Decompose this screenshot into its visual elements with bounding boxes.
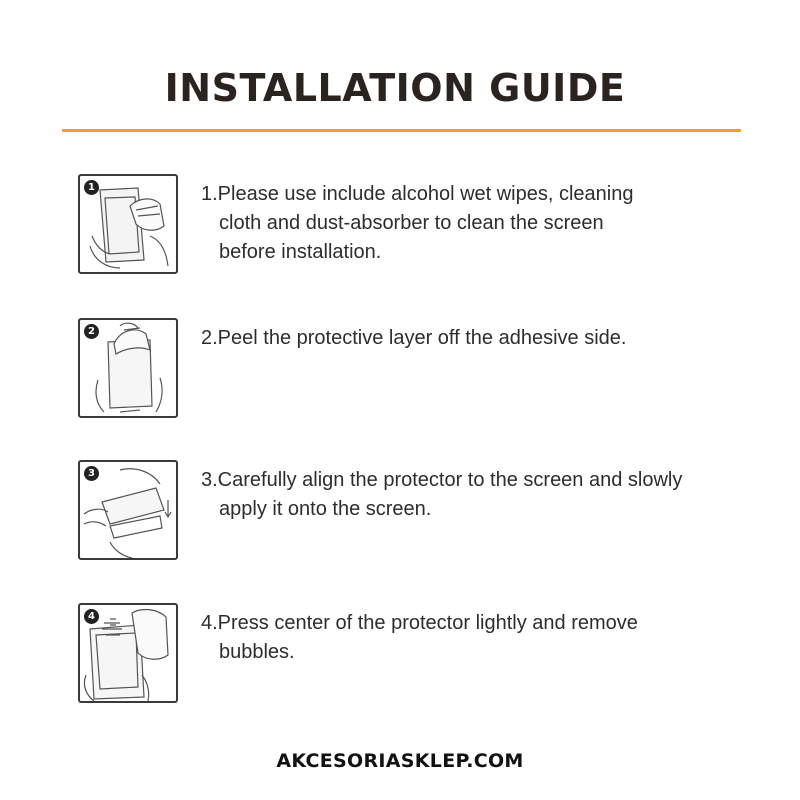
title-divider: [62, 129, 741, 132]
step-number-badge: 3: [84, 466, 99, 481]
step-4-line-1: 4.Press center of the protector lightly and remove: [201, 612, 638, 634]
step-3-text: [201, 466, 761, 524]
step-3-line-2: apply it onto the screen.: [219, 498, 432, 520]
page-title: INSTALLATION GUIDE: [164, 66, 626, 110]
step-number-badge: 1: [84, 180, 99, 195]
step-3: [78, 460, 768, 564]
step-1-line-3: before installation.: [219, 241, 382, 263]
site-footer-brand: AKCESORIASKLEP.COM: [276, 750, 524, 772]
press-bubbles-illustration: [78, 603, 178, 703]
step-4: [78, 603, 768, 707]
step-number-badge: 2: [84, 324, 99, 339]
step-3-line-1: 3.Carefully align the protector to the screen and slowly: [201, 469, 683, 491]
align-protector-illustration: [78, 460, 178, 560]
step-2-text: [201, 324, 761, 353]
step-1: [78, 174, 768, 278]
step-1-line-1: 1.Please use include alcohol wet wipes, cleaning: [201, 183, 634, 205]
step-4-text: [201, 609, 761, 667]
step-1-line-2: cloth and dust-absorber to clean the screen: [219, 212, 604, 234]
step-2-line-1: 2.Peel the protective layer off the adhesive side.: [201, 327, 627, 349]
step-4-line-2: bubbles.: [219, 641, 295, 663]
step-2: [78, 318, 768, 422]
step-number-badge: 4: [84, 609, 99, 624]
step-1-text: [201, 180, 761, 267]
peel-layer-illustration: [78, 318, 178, 418]
wipe-screen-illustration: [78, 174, 178, 274]
